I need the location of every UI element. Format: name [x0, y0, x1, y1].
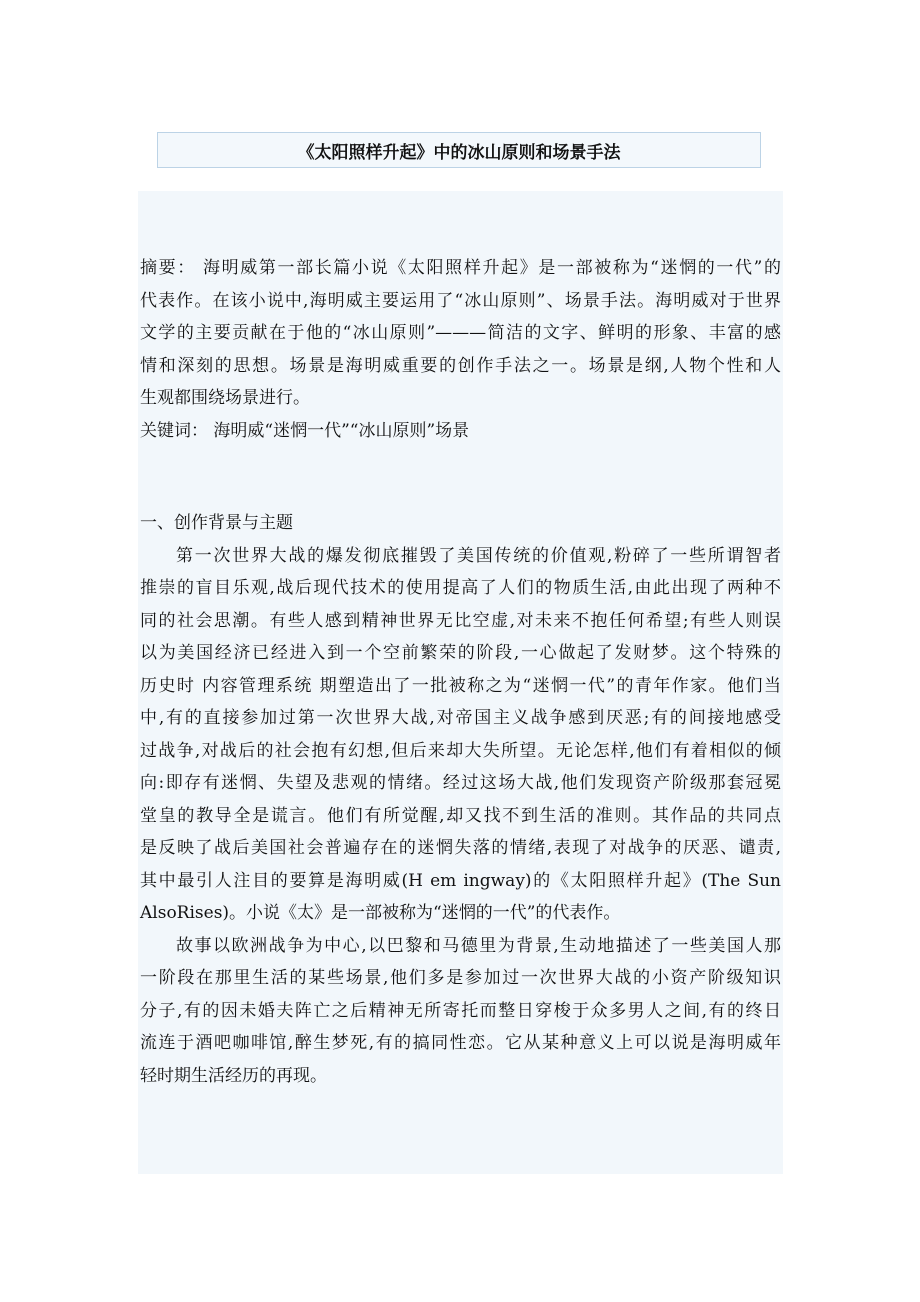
- spacer: [140, 447, 781, 507]
- keywords-line: 关键词： 海明威“迷惘一代”“冰山原则”场景: [140, 420, 470, 441]
- paragraph-line: 轻时期生活经历的再现。: [140, 1065, 327, 1086]
- abstract-block: [140, 252, 781, 415]
- paragraph-line: 推崇的盲目乐观,战后现代技术的使用提高了人们的物质生活,由此出现了两种不: [140, 578, 781, 598]
- paragraph-line: 流连于酒吧咖啡馆,醉生梦死,有的搞同性恋。它从某种意义上可以说是海明威年: [140, 1033, 781, 1053]
- paragraph-1: [140, 540, 781, 930]
- paragraph-line: 第一次世界大战的爆发彻底摧毁了美国传统的价值观,粉碎了一些所谓智者: [176, 545, 781, 566]
- document-body: [138, 191, 783, 1174]
- paragraph-line: 同的社会思潮。有些人感到精神世界无比空虚,对未来不抱任何希望;有些人则误: [140, 610, 781, 631]
- paragraph-line: 是反映了战后美国社会普遍存在的迷惘失落的情绪,表现了对战争的厌恶、谴责,: [140, 838, 781, 858]
- title-box: [157, 132, 761, 168]
- paragraph-line: 历史时 内容管理系统 期塑造出了一批被称之为“迷惘一代”的青年作家。他们当: [140, 675, 781, 696]
- abstract-line: 文学的主要贡献在于他的“冰山原则”———简洁的文字、鲜明的形象、丰富的感: [140, 323, 781, 343]
- abstract-line: 情和深刻的思想。场景是海明威重要的创作手法之一。场景是纲,人物个性和人: [140, 355, 781, 376]
- paragraph-line: 其中最引人注目的要算是海明威(H em ingway)的《太阳照样升起》(The Sun: [140, 870, 781, 891]
- abstract-line: 摘要： 海明威第一部长篇小说《太阳照样升起》是一部被称为“迷惘的一代”的: [140, 258, 781, 278]
- paragraph-line: 堂皇的教导全是谎言。他们有所觉醒,却又找不到生活的准则。其作品的共同点: [140, 805, 781, 826]
- paragraph-line: 故事以欧洲战争为中心,以巴黎和马德里为背景,生动地描述了一些美国人那: [176, 935, 781, 956]
- section-heading: 一、创作背景与主题: [140, 513, 293, 533]
- paragraph-line: 分子,有的因未婚夫阵亡之后精神无所寄托而整日穿梭于众多男人之间,有的终日: [140, 1000, 781, 1021]
- paragraph-line: 以为美国经济已经进入到一个空前繁荣的阶段,一心做起了发财梦。这个特殊的: [140, 643, 781, 663]
- paragraph-line: 过战争,对战后的社会抱有幻想,但后来却大失所望。无论怎样,他们有着相似的倾: [140, 740, 781, 761]
- paragraph-line: AlsoRises)。小说《太》是一部被称为“迷惘的一代”的代表作。: [140, 903, 621, 923]
- paragraph-line: 一阶段在那里生活的某些场景,他们多是参加过一次世界大战的小资产阶级知识: [140, 968, 781, 988]
- paragraph-line: 向:即存有迷惘、失望及悲观的情绪。经过这场大战,他们发现资产阶级那套冠冕: [140, 773, 781, 793]
- abstract-line: 生观都围绕场景进行。: [140, 388, 310, 408]
- paragraph-line: 中,有的直接参加过第一次世界大战,对帝国主义战争感到厌恶;有的间接地感受: [140, 708, 781, 728]
- abstract-line: 代表作。在该小说中,海明威主要运用了“冰山原则”、场景手法。海明威对于世界: [140, 290, 781, 311]
- paragraph-2: [140, 930, 781, 1093]
- document-title: 《太阳照样升起》中的冰山原则和场景手法: [297, 142, 621, 163]
